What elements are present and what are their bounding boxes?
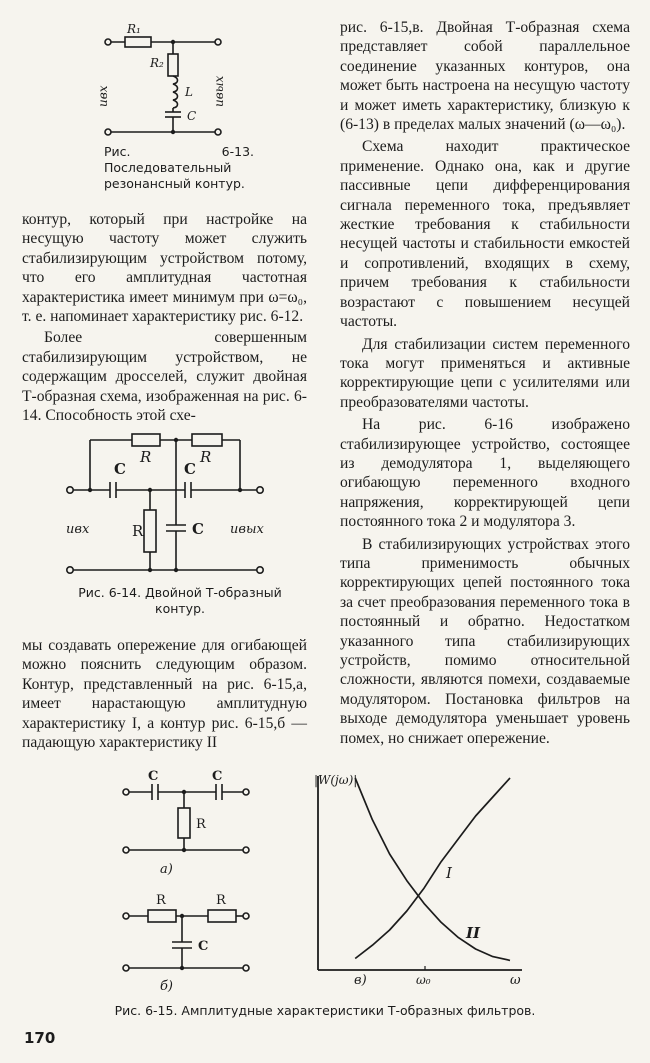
right-column [340,18,630,748]
paragraph: В стабилизирующих устройствах этого типа применимость обычных корректирующих цепей постоянного тока за счет преобразования переменного тока в постоянный и обратно. Недостатком указанного типа стабилизирующих устройств, помимо относительной сложности, являются помехи, создаваемые модулятором. Постановка фильтров на выходе демодулятора уменьшает уровень помех, но снижает опережение. [340,535,630,747]
paragraph: Схема находит практическое применение. Однако она, как и другие пассивные цепи дифференцирования сигнала переменного тока, предъявляет жесткие требования к стабильности несущей частоты и стабильности емкостей и сопротивлений, входящих в схему, причем требования к стабильности возрастают с повышением несущей частоты. [340,138,630,331]
tag-a: а) [160,862,173,877]
label-c1: C [148,769,159,784]
left-column-bottom [22,636,307,752]
label-u-in: uвх [96,85,110,107]
label-c: C [198,939,209,954]
curve-label-ii: II [466,924,481,942]
left-column-top [22,210,307,425]
paragraph: мы создавать опережение для огибающей можно пояснить следующим образом. Контур, представленный на рис. 6-15,а, имеет нарастающую амплитудную характеристику I, а контур рис. 6-15,б — падающую характеристику II [22,637,307,752]
tag-c: в) [354,973,367,988]
curve-label-i: I [446,864,452,882]
figure-6-13 [95,22,235,142]
label-u-out: uвых [212,75,226,107]
figure-6-15c-plot [300,770,530,1000]
paragraph: рис. 6-15,в. Двойная Т-образная схема представляет собой параллельное соединение указанных контуров, она может быть настроена на несущую частоту и может иметь характеристику, близкую к (6-13) в пределах малых значений (ω—ω₀). [340,19,630,134]
x-tick-label: ω₀ [416,973,431,987]
tag-b: б) [160,979,174,994]
figure-6-15b [120,890,270,1000]
label-r2: R₂ [150,56,164,70]
curve-ii [355,778,510,960]
label-r-shunt: R [132,522,144,540]
label-u-out: uвых [230,522,264,537]
label-r1: R₁ [127,22,141,36]
figure-6-14-caption: Рис. 6-14. Двойной Т-образный контур. [78,585,282,616]
label-r: R [196,817,206,832]
figure-6-13-caption: Рис. 6-13. Последовательный резонансный контур. [104,144,254,191]
y-axis-label: |W(jω)| [314,773,358,787]
paragraph: Для стабилизации систем переменного тока могут применяться и активные корректирующие цепи с усилителями или преобразователями частоты. [340,335,630,411]
paragraph: На рис. 6-16 изображено стабилизирующее устройство, состоящее из демодулятора 1, выделяющего огибающую переменного входного напряжения, корректирующей цепи постоянного тока 2 и модулятора 3. [340,416,630,531]
figure-6-15-caption: Рис. 6-15. Амплитудные характеристики Т-образных фильтров. [114,1003,536,1018]
label-u-in: uвх [66,522,90,537]
figure-6-15a [120,770,270,875]
paragraph: Более совершенным стабилизирующим устройством, не содержащим дросселей, служит двойная Т-образная схема, изображенная на рис. 6-14. Способность этой схе- [22,329,307,425]
paragraph: контур, который при настройке на несущую частоту может служить стабилизирующим устройством потому, что его амплитудная частотная характеристика имеет минимум при ω=ω₀, т. е. напоминает характеристику рис. 6-12. [22,211,307,326]
label-c-right: C [184,460,196,478]
figure-6-14 [60,430,290,580]
label-r-top-right: R [200,448,212,466]
label-c-shunt: C [192,520,204,538]
label-r1: R [156,893,166,908]
label-c2: C [212,769,223,784]
label-r2: R [216,893,226,908]
label-c: C [187,109,197,123]
x-axis-label: ω [510,973,521,988]
page-number: 170 [24,1029,56,1047]
label-l: L [185,85,193,99]
curve-i [355,778,510,959]
label-c-left: C [114,460,126,478]
label-r-top-left: R [140,448,152,466]
